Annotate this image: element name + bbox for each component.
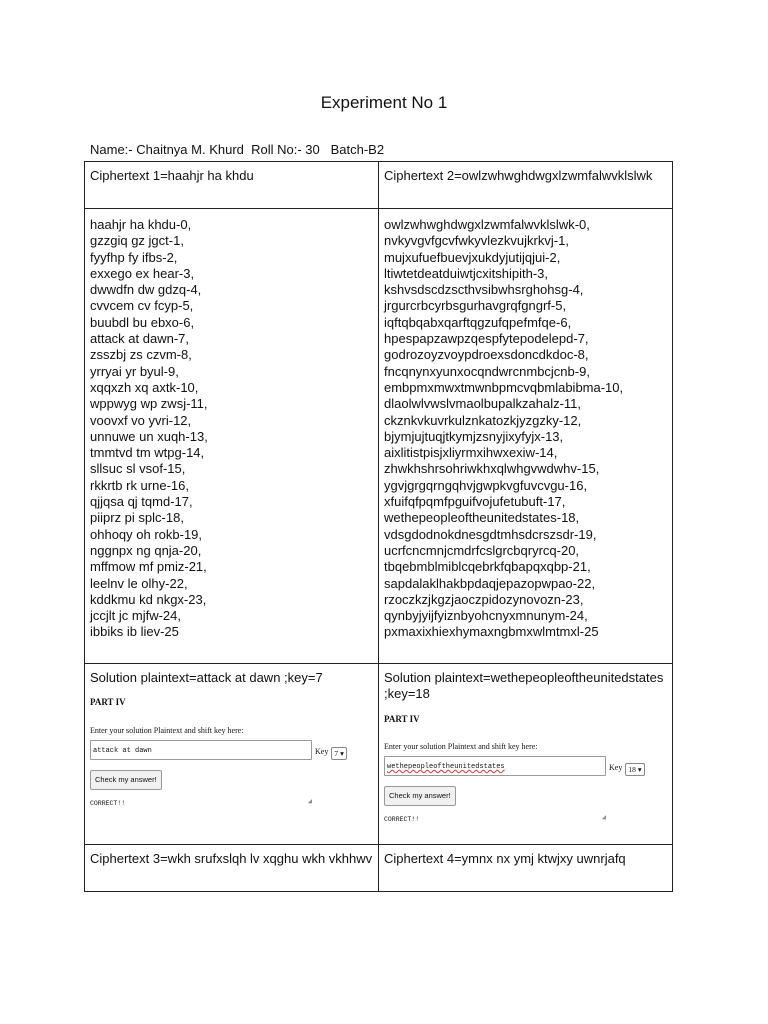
answer-widget-2	[384, 711, 667, 827]
list-item: voovxf vo yvri-12,	[90, 412, 192, 428]
solution-2-text: Solution plaintext=wethepeopleoftheunitedstates ;key=18	[384, 670, 664, 702]
chevron-down-icon: ▾	[637, 765, 642, 775]
table-row	[85, 845, 673, 892]
list-item: zhwkhshrsohriwkhxqlwhgvwdwhv-15,	[384, 461, 600, 477]
list-item: mffmow mf pmiz-21,	[90, 559, 207, 575]
list-item: buubdl bu ebxo-6,	[90, 314, 195, 330]
list-item: sllsuc sl vsof-15,	[90, 461, 186, 477]
list-item: jrgurcrbcyrbsgurhavgrqfgngrf-5,	[384, 298, 567, 314]
resize-grip-icon[interactable]: ◢	[307, 797, 312, 806]
cipher-table	[84, 161, 673, 892]
list-item: ibbiks ib liev-25	[90, 624, 179, 640]
list-item: vdsgdodnokdnesgdtmhsdcrszsdr-19,	[384, 526, 597, 542]
part-label: PART IV	[90, 697, 126, 708]
solution-1-cell	[85, 664, 379, 845]
key-select-value: 7	[334, 748, 339, 758]
result-text: CORRECT!!	[384, 816, 420, 824]
plaintext-input[interactable]: attack at dawn	[90, 740, 312, 760]
list-item: ltiwtetdeatduiwtjcxitshipith-3,	[384, 265, 549, 281]
list-item: gzzgiq gz jgct-1,	[90, 233, 184, 249]
resize-grip-icon[interactable]: ◢	[601, 814, 606, 823]
list-item: wethepeopleoftheunitedstates-18,	[384, 510, 580, 526]
list-item: ckznkvkuvrkulznkatozkjyzgzky-12,	[384, 412, 582, 428]
ciphertext-1-cell: Ciphertext 1=haahjr ha khdu	[85, 162, 379, 209]
list-item: godrozoyzvoypdroexsdoncdkdoc-8,	[384, 347, 589, 363]
list-item: dwwdfn dw gdzq-4,	[90, 282, 202, 298]
list-item: zsszbj zs czvm-8,	[90, 347, 192, 363]
list-item: rkkrtb rk urne-16,	[90, 477, 189, 493]
list-item: tbqebmblmiblcqebrkfqbapqxqbp-21,	[384, 559, 591, 575]
list-item: kddkmu kd nkgx-23,	[90, 591, 207, 607]
list-item: ohhoqy oh rokb-19,	[90, 526, 203, 542]
table-row	[85, 162, 673, 209]
list-item: hpespapzawpzqespfytepodelepd-7,	[384, 331, 589, 347]
solution-1-text: Solution plaintext=attack at dawn ;key=7	[90, 670, 323, 685]
result-output	[90, 796, 312, 810]
list-item: fncqnynxyunxocqndwrcnmbcjcnb-9,	[384, 363, 590, 379]
solution-2-cell	[379, 664, 673, 845]
ciphertext-3-cell: Ciphertext 3=wkh srufxslqh lv xqghu wkh vkhhwv	[85, 845, 379, 892]
student-info: Name:- Chaitnya M. Khurd Roll No:- 30 Batch-B2	[90, 142, 385, 157]
answer-widget-1	[90, 694, 373, 810]
list-item: iqftqbqabxqarftqgzufqpefmfqe-6,	[384, 314, 572, 330]
list-item: mujxufuefbuevjxukdyjutijqjui-2,	[384, 249, 561, 265]
list-item: nggnpx ng qnja-20,	[90, 542, 202, 558]
list-item: nvkyvgvfgcvfwkyvlezkvujkrkvj-1,	[384, 233, 569, 249]
list-item: tmmtvd tm wtpg-14,	[90, 445, 205, 461]
list-item: haahjr ha khdu-0,	[90, 217, 192, 232]
list-item: embpmxmwxtmwnbpmcvqbmlabibma-10,	[384, 379, 624, 395]
list-item: cvvcem cv fcyp-5,	[90, 298, 194, 314]
key-select[interactable]	[625, 763, 644, 776]
list-item: kshvsdscdzscthvsibwhsrghohsg-4,	[384, 282, 584, 298]
check-answer-button[interactable]: Check my answer!	[90, 770, 162, 790]
list-item: wppwyg wp zwsj-11,	[90, 396, 208, 412]
list-item: unnuwe un xuqh-13,	[90, 428, 208, 444]
chevron-down-icon: ▾	[340, 748, 344, 758]
list-item: ygvjgrgqrngqhvjgwpkvgfuvcvgu-16,	[384, 477, 588, 493]
list-item: xqqxzh xq axtk-10,	[90, 379, 199, 395]
shift-list-1	[85, 209, 379, 664]
table-row	[85, 664, 673, 845]
shift-list-2	[379, 209, 673, 664]
list-item: piiprz pi splc-18,	[90, 510, 184, 526]
list-item: jccjlt jc mjfw-24,	[90, 608, 182, 624]
result-text: CORRECT!!	[90, 800, 126, 808]
list-item: leelnv le olhy-22,	[90, 575, 188, 591]
key-label: Key	[315, 746, 329, 756]
key-select[interactable]	[331, 747, 347, 760]
key-label: Key	[609, 762, 623, 772]
page-title: Experiment No 1	[320, 93, 448, 112]
list-item: pxmaxixhiexhymaxngbmxwlmtmxl-25	[384, 624, 599, 640]
part-label: PART IV	[384, 713, 420, 724]
list-item: xfuifqfpqmfpguifvojufetubuft-17,	[384, 494, 566, 510]
ciphertext-2-cell: Ciphertext 2=owlzwhwghdwgxlzwmfalwvklslwk	[379, 162, 673, 209]
list-item: yrryai yr byul-9,	[90, 363, 179, 379]
prompt-text: Enter your solution Plaintext and shift key here:	[90, 725, 244, 735]
list-item: exxego ex hear-3,	[90, 265, 195, 281]
list-item: bjymjujtuqjtkymjzsnyjixyfyjx-13,	[384, 428, 564, 444]
check-answer-button[interactable]: Check my answer!	[384, 786, 456, 806]
list-item: attack at dawn-7,	[90, 331, 189, 347]
list-item: ucrfcncmnjcmdrfcslgrcbqryrcq-20,	[384, 542, 580, 558]
list-item: qjjqsa qj tqmd-17,	[90, 494, 193, 510]
list-item: aixlitistpisjxliyrmxihwxexiw-14,	[384, 445, 558, 461]
plaintext-input-value: wethepeopleoftheunitedstates	[387, 763, 505, 772]
table-row	[85, 209, 673, 664]
result-output	[384, 812, 606, 826]
list-item: dlaolwlvwslvmaolbupalkzahalz-11,	[384, 396, 582, 412]
list-item: qynbyjyijfyiznbyohcnyxmnunym-24,	[384, 608, 588, 624]
key-select-value: 18	[628, 765, 636, 775]
ciphertext-4-cell: Ciphertext 4=ymnx nx ymj ktwjxy uwnrjafq	[379, 845, 673, 892]
list-item: rzoczkzjkgzjaoczpidozynovozn-23,	[384, 591, 584, 607]
list-item: sapdalaklhakbpdaqjepazopwpao-22,	[384, 575, 596, 591]
list-item: owlzwhwghdwgxlzwmfalwvklslwk-0,	[384, 217, 590, 232]
prompt-text: Enter your solution Plaintext and shift key here:	[384, 741, 538, 751]
list-item: fyyfhp fy ifbs-2,	[90, 249, 178, 265]
plaintext-input[interactable]	[384, 756, 606, 776]
